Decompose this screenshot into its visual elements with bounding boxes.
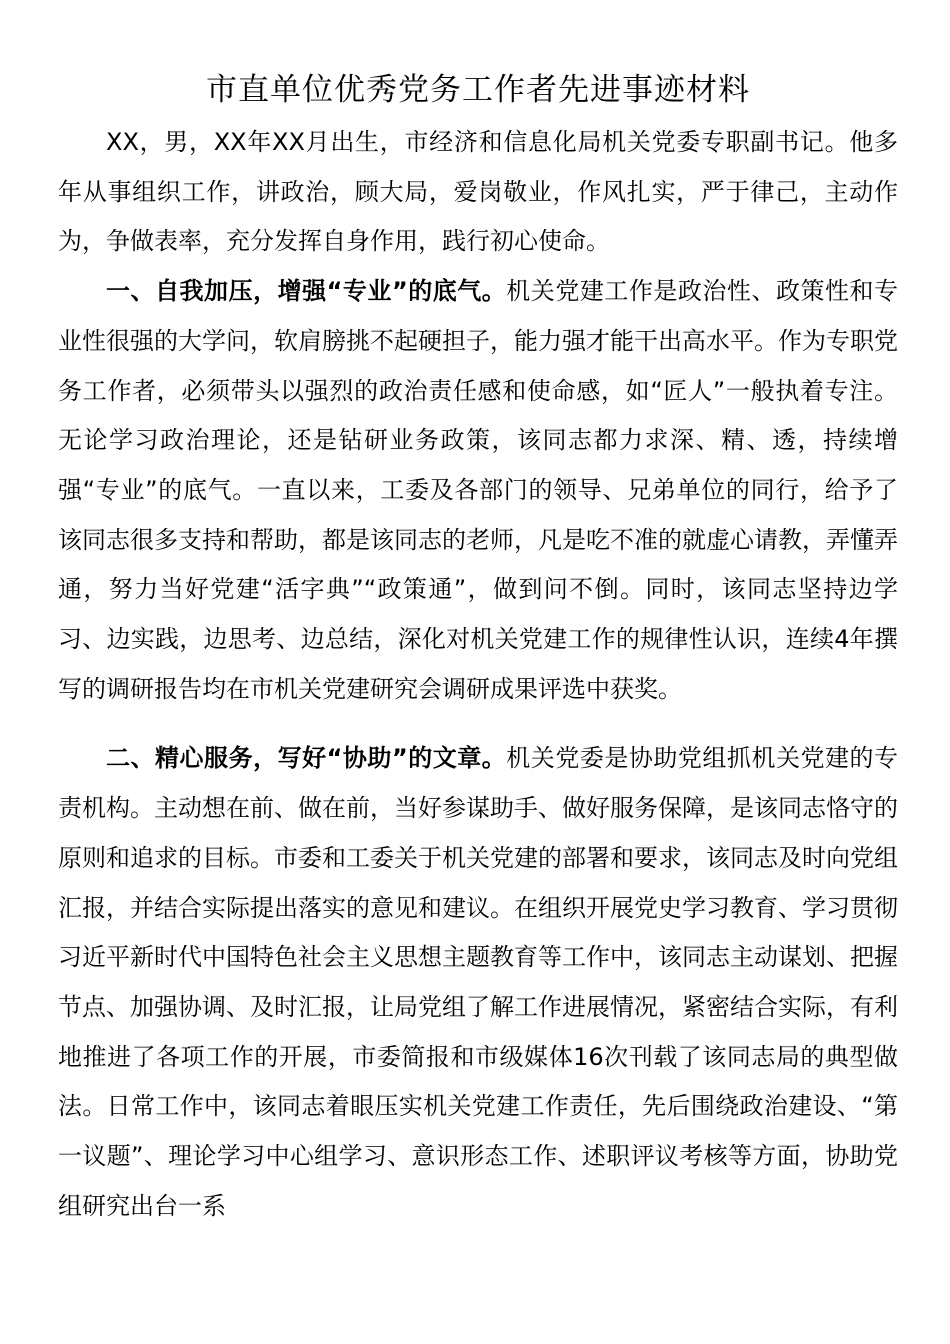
section-2-heading: 二、精心服务，写好“协助”的文章。: [106, 744, 507, 773]
intro-paragraph: XX，男，XX年XX月出生，市经济和信息化局机关党委专职副书记。他多年从事组织工作，讲政治，顾大局，爱岗敬业，作风扎实，严于律己，主动作为，争做表率，充分发挥自身作用，践行初心使命。: [58, 128, 898, 256]
document-page: [58, 62, 898, 1231]
section-1-heading: 一、自我加压，增强“专业”的底气。: [106, 277, 507, 306]
document-title: 市直单位优秀党务工作者先进事迹材料: [206, 72, 750, 108]
section-2-paragraph: [58, 734, 898, 1231]
section-1-body: 机关党建工作是政治性、政策性和专业性很强的大学问，软肩膀挑不起硬担子，能力强才能干出高水平。作为专职党务工作者，必须带头以强烈的政治责任感和使命感，如“匠人”一般执着专注。无论学习政治理论，还是钻研业务政策，该同志都力求深、精、透，持续增强“专业”的底气。一直以来，工委及各部门的领导、兄弟单位的同行，给予了该同志很多支持和帮助，都是该同志的老师，凡是吃不准的就虚心请教，弄懂弄通，努力当好党建“活字典”“政策通”，做到问不倒。同时，该同志坚持边学习、边实践，边思考、边总结，深化对机关党建工作的规律性认识，连续4年撰写的调研报告均在市机关党建研究会调研成果评选中获奖。: [58, 277, 899, 703]
section-1-paragraph: [58, 267, 898, 714]
section-2-body: 机关党委是协助党组抓机关党建的专责机构。主动想在前、做在前，当好参谋助手、做好服务保障，是该同志恪守的原则和追求的目标。市委和工委关于机关党建的部署和要求，该同志及时向党组汇报，并结合实际提出落实的意见和建议。在组织开展党史学习教育、学习贯彻习近平新时代中国特色社会主义思想主题教育等工作中，该同志主动谋划、把握节点、加强协调、及时汇报，让局党组了解工作进展情况，紧密结合实际，有利地推进了各项工作的开展，市委简报和市级媒体16次刊载了该同志局的典型做法。日常工作中，该同志着眼压实机关党建工作责任，先后围绕政治建设、“第一议题”、理论学习中心组学习、意识形态工作、述职评议考核等方面，协助党组研究出台一系: [58, 744, 899, 1220]
